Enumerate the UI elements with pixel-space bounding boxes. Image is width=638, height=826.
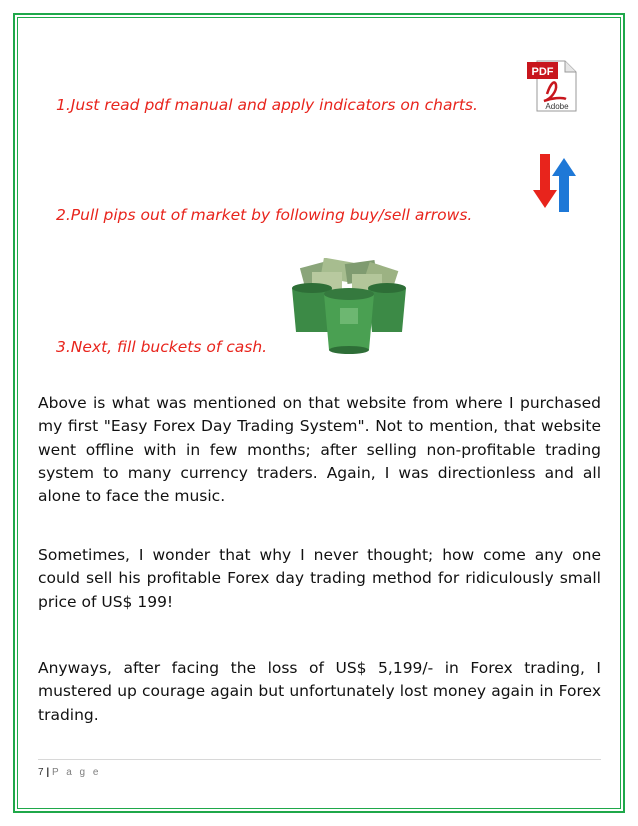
- pdf-icon-label: PDF: [531, 66, 554, 78]
- list-item-3-number: 3.: [56, 338, 71, 356]
- list-item-1: [56, 96, 478, 114]
- list-item-1-number: 1.: [56, 96, 71, 114]
- paragraph-website: Above is what was mentioned on that website from where I purchased my first "Easy Forex Day Trading System". Not to mention, that website went offline with in few months; after selling non-profitable trading system to many currency traders. Again, I was directionless and all alone to face the music.: [38, 394, 601, 506]
- footer-separator: |: [46, 767, 50, 778]
- list-item-3: [56, 338, 267, 356]
- list-item-3-text: Next, fill buckets of cash.: [70, 338, 268, 356]
- page-footer: [38, 767, 101, 778]
- page-label: P a g e: [51, 767, 101, 778]
- paragraph-wonder: Sometimes, I wonder that why I never thought; how come any one could sell his profitable Forex day trading method for ridiculously small price of US$ 199!: [38, 546, 601, 611]
- pdf-icon-brand: Adobe: [545, 102, 569, 111]
- buy-sell-arrows-icon: [532, 150, 576, 216]
- pdf-icon: [525, 58, 580, 113]
- buckets-of-cash-icon: [288, 258, 410, 356]
- list-item-2-text: Pull pips out of market by following buy/sell arrows.: [70, 206, 473, 224]
- list-item-2: [56, 206, 472, 224]
- paragraph-loss: Anyways, after facing the loss of US$ 5,199/- in Forex trading, I mustered up courage again but unfortunately lost money again in Forex trading.: [38, 659, 601, 724]
- list-item-1-text: Just read pdf manual and apply indicators on charts.: [70, 96, 478, 114]
- list-item-2-number: 2.: [56, 206, 71, 224]
- footer-divider: [38, 759, 601, 760]
- page-number: 7: [38, 767, 44, 778]
